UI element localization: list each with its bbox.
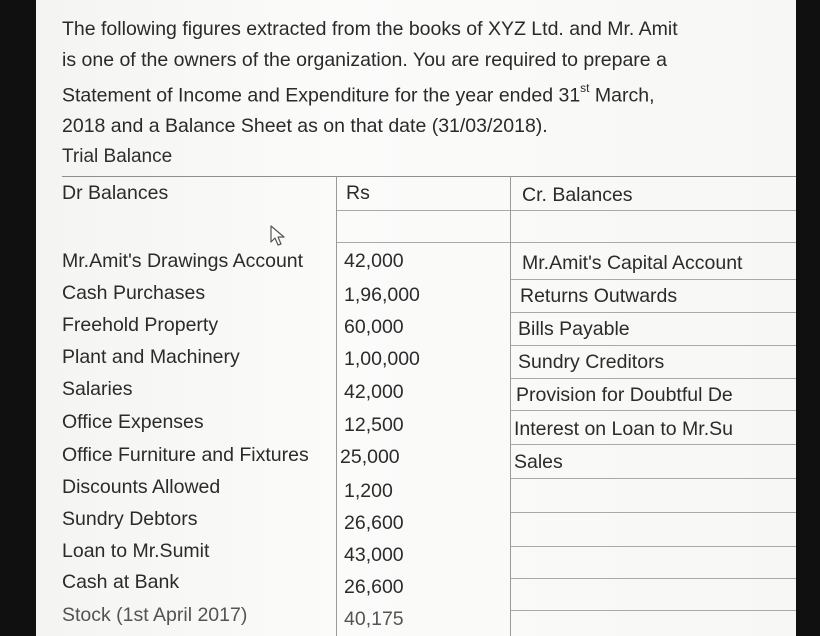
cr-row-2: Bills Payable <box>518 318 630 340</box>
dr-row-0-label: Mr.Amit's Drawings Account <box>62 250 304 272</box>
dr-row-10-amount: 26,600 <box>344 576 404 598</box>
dr-row-10-label: Cash at Bank <box>62 571 180 593</box>
statement-line-4: 2018 and a Balance Sheet as on that date (31/03/2018). <box>62 115 548 137</box>
dr-row-5-label: Office Expenses <box>62 411 204 433</box>
header-dr-balances: Dr Balances <box>62 182 169 204</box>
dr-row-4-label: Salaries <box>62 378 133 400</box>
credit-column <box>510 170 796 500</box>
dr-row-1-amount: 1,96,000 <box>344 284 420 306</box>
dr-row-6-amount: 25,000 <box>340 446 400 468</box>
dr-row-3-label: Plant and Machinery <box>62 346 240 368</box>
cr-row-0: Mr.Amit's Capital Account <box>522 252 743 274</box>
dr-row-8-label: Sundry Debtors <box>62 508 198 530</box>
header-rs: Rs <box>346 182 370 204</box>
dr-row-0-amount: 42,000 <box>344 250 404 272</box>
trial-balance-title: Trial Balance <box>62 146 173 167</box>
dr-row-11-label: Stock (1st April 2017) <box>62 604 248 626</box>
statement-line-2: is one of the owners of the organization. You are required to prepare a <box>62 48 667 71</box>
dr-row-1-label: Cash Purchases <box>62 282 206 304</box>
statement-superscript: st <box>580 81 590 95</box>
document-sheet <box>36 0 796 636</box>
dr-row-2-amount: 60,000 <box>344 316 404 338</box>
cr-row-4: Provision for Doubtful De <box>516 384 733 406</box>
dr-row-7-amount: 1,200 <box>344 480 393 502</box>
dr-row-4-amount: 42,000 <box>344 381 404 403</box>
dr-row-6-label: Office Furniture and Fixtures <box>62 444 309 466</box>
statement-line-3a: Statement of Income and Expenditure for the year ended 31 <box>62 84 581 107</box>
mouse-pointer-icon <box>268 224 290 248</box>
statement-line-1: The following figures extracted from the books of XYZ Ltd. and Mr. Amit <box>62 18 678 40</box>
header-cr-balances: Cr. Balances <box>522 184 633 206</box>
cr-row-1: Returns Outwards <box>520 285 678 307</box>
dr-row-3-amount: 1,00,000 <box>344 348 420 370</box>
cr-row-3: Sundry Creditors <box>518 351 665 373</box>
dr-row-8-amount: 26,600 <box>344 512 404 534</box>
dr-row-11-amount: 40,175 <box>344 608 404 630</box>
cr-row-5: Interest on Loan to Mr.Su <box>514 418 733 440</box>
dr-row-2-label: Freehold Property <box>62 314 219 336</box>
statement-line-3b: March, <box>589 84 655 107</box>
dr-row-9-label: Loan to Mr.Sumit <box>62 540 210 562</box>
cr-row-6: Sales <box>514 451 563 473</box>
dr-row-9-amount: 43,000 <box>344 544 404 566</box>
problem-statement <box>62 14 782 142</box>
dr-row-5-amount: 12,500 <box>344 414 404 436</box>
dr-row-7-label: Discounts Allowed <box>62 476 221 498</box>
